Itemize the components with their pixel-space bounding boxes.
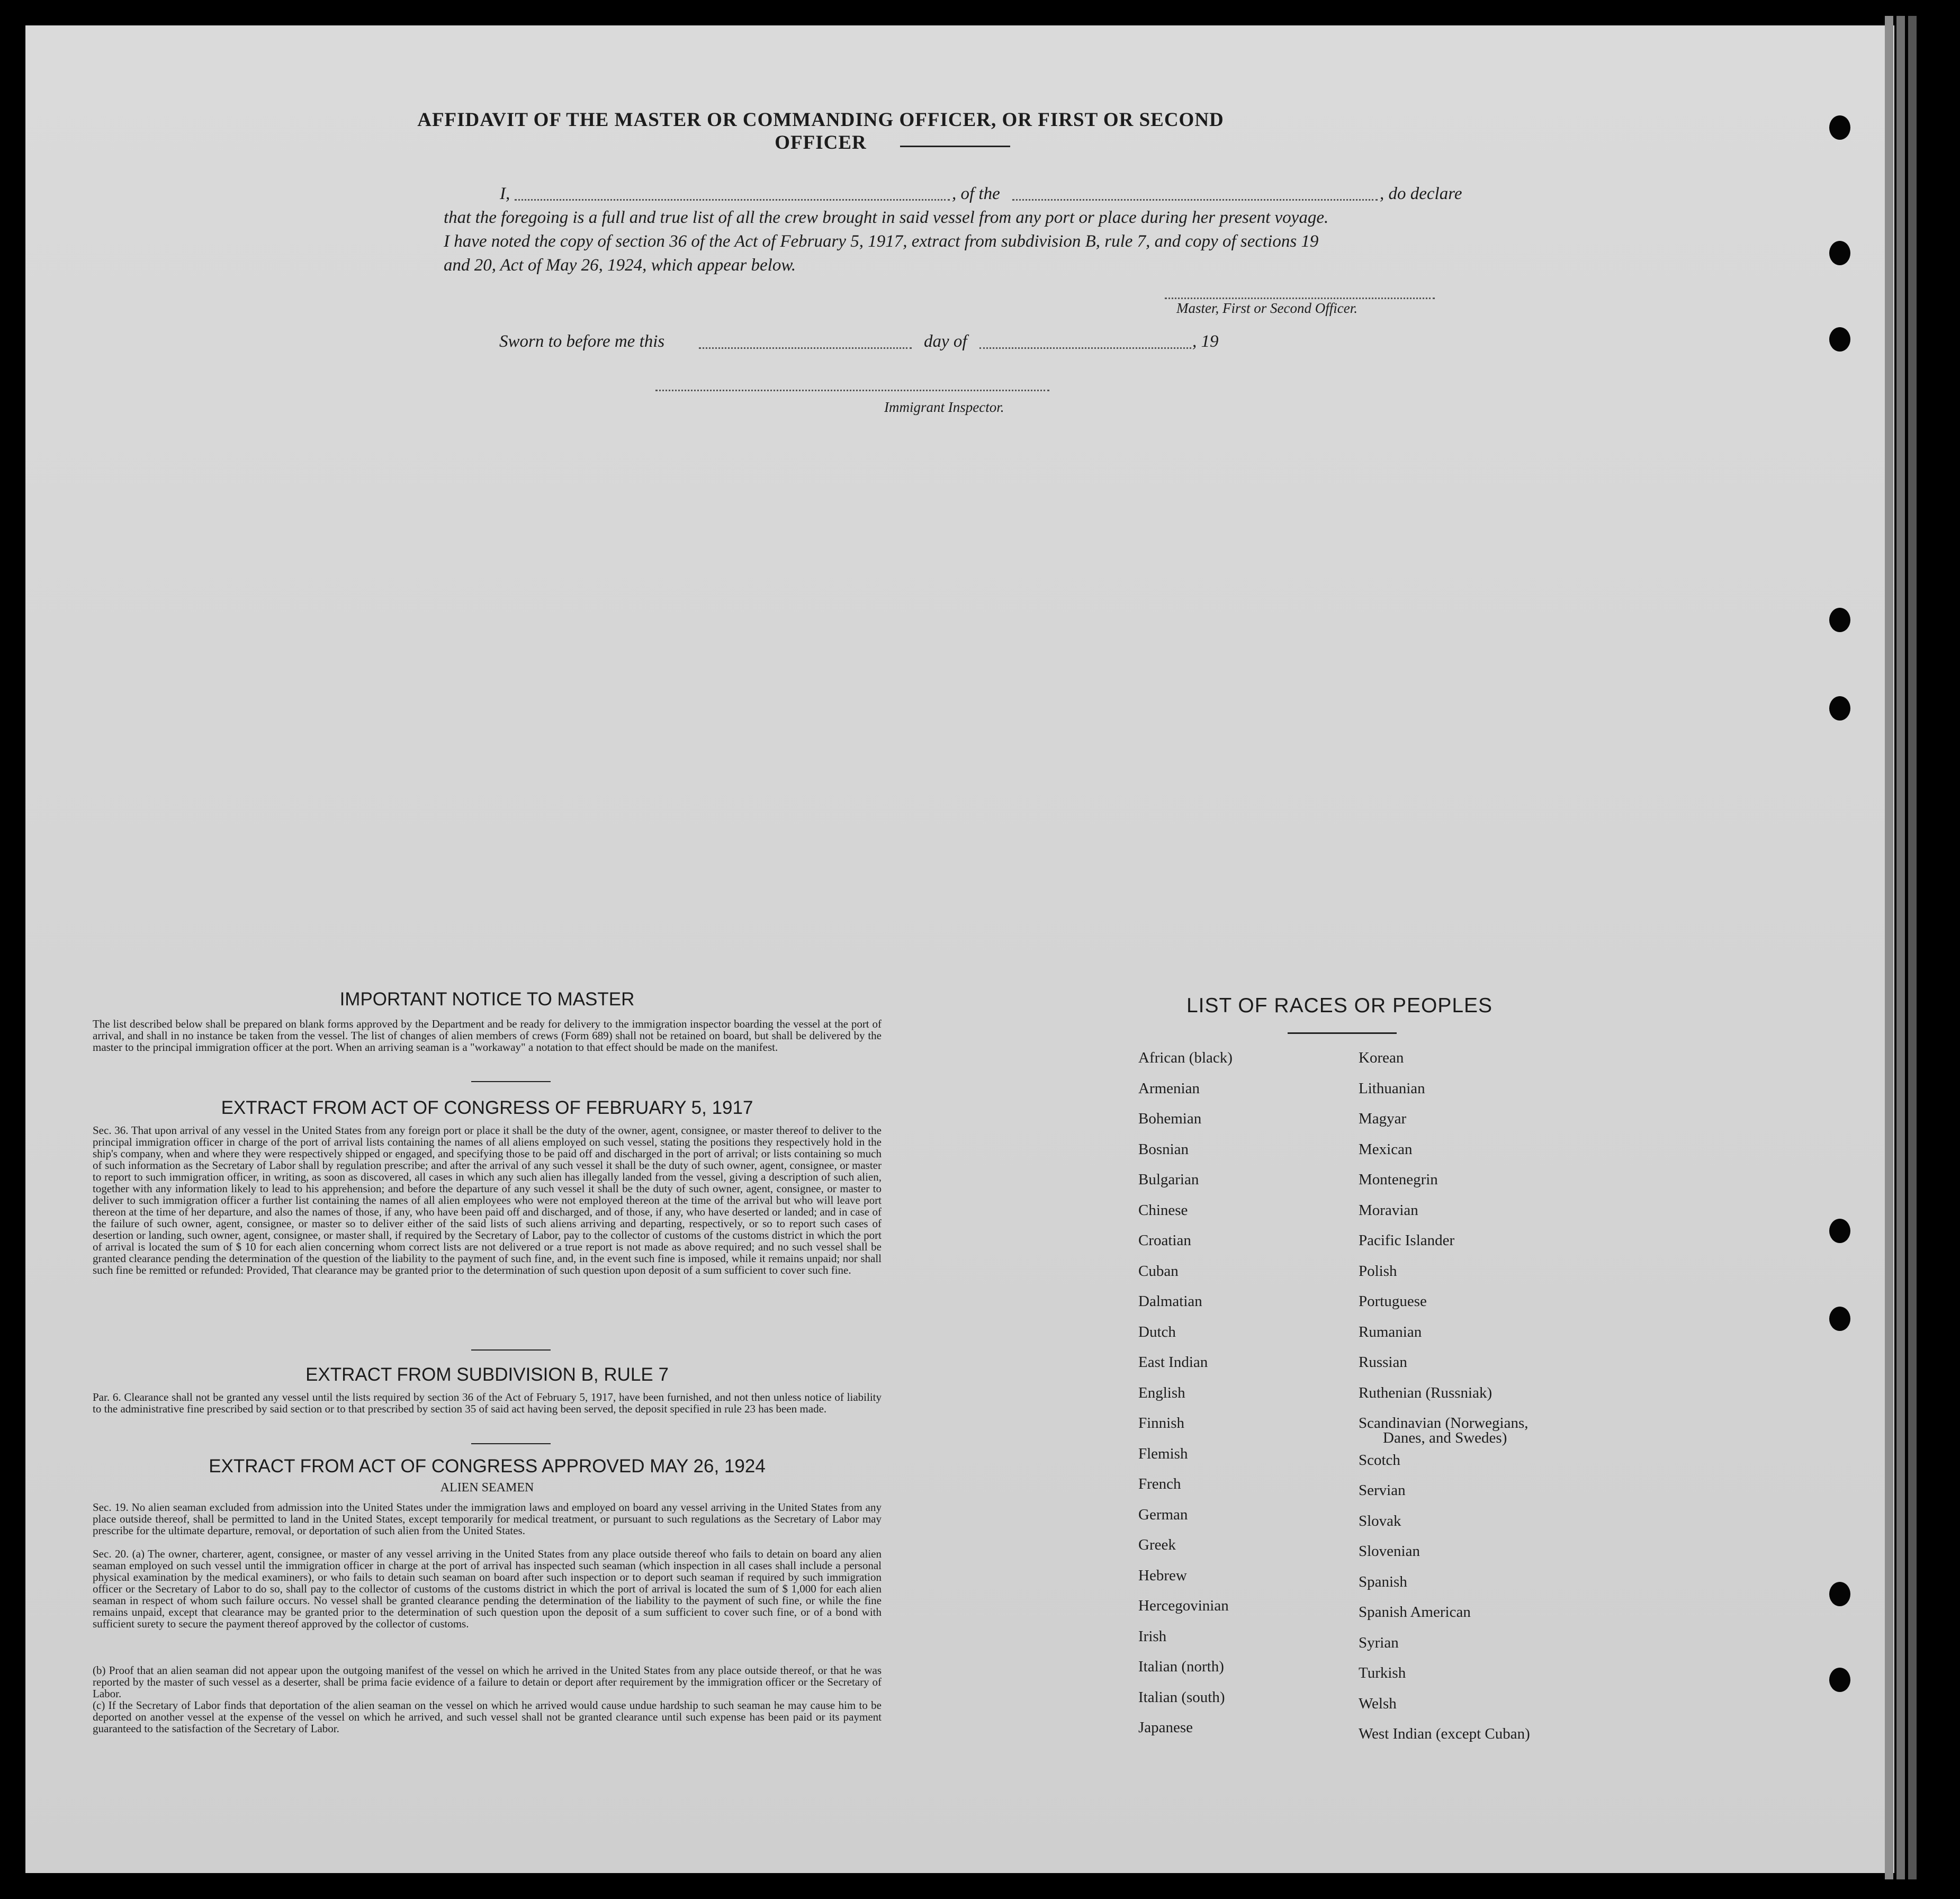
affidavit-title: AFFIDAVIT OF THE MASTER OR COMMANDING OFFICER, OR FIRST OR SECOND OFFICER xyxy=(417,109,1224,154)
race-item: French xyxy=(1138,1475,1181,1492)
race-item: Italian (south) xyxy=(1138,1688,1225,1706)
alien-seamen-subtitle: ALIEN SEAMEN xyxy=(440,1481,534,1495)
race-item: Korean xyxy=(1359,1049,1404,1066)
race-item: English xyxy=(1138,1384,1185,1401)
race-item: Russian xyxy=(1359,1354,1407,1371)
extract-1917-body: Sec. 36. That upon arrival of any vessel in the United States from any foreign port or place it shall be the duty of the owner, agent, consignee, or master thereof to deliver to the principal immigration officer in charge of the port of arrival lists containing the names of all aliens employed on such vessel, stating the positions they respectively hold in the ship's company, when and where they were respectively shipped or engaged, and specifying those to be paid off and discharged in the port of arrival; or lists containing so much of such information as the Secretary of Labor shall by regulation prescribe; and after the arrival of any such vessel it shall be the duty of such owner, agent, consignee, or master to report to such immigration officer, in writing, as soon as discovered, all cases in which any such alien has illegally landed from the vessel, giving a description of such alien, together with any information likely to lead to his apprehension; and before the departure of any such vessel it shall be the duty of such owner, agent, consignee, or master to deliver to such immigration officer a further list containing the names of all alien employees who were not employed thereon at the time of the arrival but who will leave port thereon at the time of her departure, and also the names of those, if any, who have been paid off and discharged, and of those, if any, who have deserted or landed; and in case of the failure of such owner, agent, consignee, or master so to deliver either of the said lists of such aliens arriving and departing, respectively, or so to report such cases of desertion or landing, such owner, agent, consignee, or master shall, if required by the Secretary of Labor, pay to the collector of customs of the customs district in which the port of arrival is located the sum of $ 10 for each alien concerning whom correct lists are not delivered or a true report is not made as above required; and no such vessel shall be granted clearance pending the determination of the question of the liability to the payment of such fine, and, in the event such fine is imposed, while it remains unpaid; nor shall such fine be remitted or refunded: Provided, That clearance may be granted prior to the determination of such question upon deposit of a sum sufficient to cover such fine. xyxy=(93,1124,882,1276)
race-item: Italian (north) xyxy=(1138,1658,1224,1675)
race-item-continuation: Danes, and Swedes) xyxy=(1383,1429,1507,1446)
subdivision-body: Par. 6. Clearance shall not be granted any vessel until the lists required by section 36 of the Act of February 5, 1917, have been furnished, and not then unless notice of liability to the administrative fine prescribed by said section or to that prescribed by section 35 of said act having been served, the deposit specified in rule 23 has been made. xyxy=(93,1391,882,1415)
race-item: Scotch xyxy=(1359,1451,1400,1469)
notice-title: IMPORTANT NOTICE TO MASTER xyxy=(339,989,635,1010)
race-item: Irish xyxy=(1138,1627,1167,1645)
affidavit-of-the: , of the xyxy=(952,184,1000,203)
race-item: Flemish xyxy=(1138,1445,1188,1462)
affidavit-line-4: and 20, Act of May 26, 1924, which appear below. xyxy=(444,256,796,275)
page-edge xyxy=(1908,16,1917,1879)
race-item: Cuban xyxy=(1138,1262,1179,1280)
races-title: LIST OF RACES OR PEOPLES xyxy=(1186,994,1493,1017)
vessel-blank[interactable] xyxy=(1012,199,1378,201)
race-item: East Indian xyxy=(1138,1354,1208,1371)
race-item: Pacific Islander xyxy=(1359,1232,1455,1249)
race-item: Rumanian xyxy=(1359,1323,1422,1340)
race-item: Magyar xyxy=(1359,1110,1407,1127)
signature-label: Master, First or Second Officer. xyxy=(1176,300,1357,316)
punch-hole xyxy=(1829,696,1850,721)
race-item: German xyxy=(1138,1506,1188,1523)
name-blank[interactable] xyxy=(515,199,950,201)
race-item: Moravian xyxy=(1359,1201,1418,1219)
race-item: Japanese xyxy=(1138,1719,1193,1736)
day-of-text: day of xyxy=(924,332,967,351)
race-item: Portuguese xyxy=(1359,1293,1427,1310)
page-edge xyxy=(1885,16,1893,1879)
punch-hole xyxy=(1829,327,1850,352)
page-edge xyxy=(1896,16,1905,1879)
sec-20c-body: (c) If the Secretary of Labor finds that deportation of the alien seaman on the vessel on which he arrived would cause undue hardship to such seaman he may cause him to be deported on another vessel at the expense of the vessel on which he arrived, and such vessel shall not be granted clearance until such expense has been paid or its payment guaranteed to the satisfaction of the Secretary of Labor. xyxy=(93,1699,882,1735)
divider xyxy=(471,1443,551,1444)
sec-20a-body: Sec. 20. (a) The owner, charterer, agent, consignee, or master of any vessel arriving in the United States from any place outside thereof who fails to detain on board any alien seaman employed on such vessel until the immigration officer in charge at the port of arrival has inspected such seaman (which inspection in all cases shall include a personal physical examination by the medical examiners), or who fails to detain such seaman on board after such inspection or to deport such seaman if required by such immigration officer or the Secretary of Labor to do so, shall pay to the collector of customs of the customs district in which the port of arrival is located the sum of $ 1,000 for each alien seaman in respect of whom such failure occurs. No vessel shall be granted clearance pending the determination of the liability to the payment of such fine, or while the fine remains unpaid, except that clearance may be granted prior to the determination of such question upon the deposit of a sum sufficient to cover such fine, or of a bond with sufficient surety to secure the payment thereof approved by the collector of customs. xyxy=(93,1547,882,1630)
race-item: Bulgarian xyxy=(1138,1171,1199,1188)
sworn-month-blank[interactable] xyxy=(979,347,1191,349)
inspector-blank[interactable] xyxy=(655,390,1049,391)
signature-blank[interactable] xyxy=(1165,298,1435,299)
punch-hole xyxy=(1829,1668,1850,1692)
race-item: Hercegovinian xyxy=(1138,1597,1229,1614)
race-item: Finnish xyxy=(1138,1415,1185,1432)
race-item: Spanish American xyxy=(1359,1604,1471,1621)
race-item: Lithuanian xyxy=(1359,1079,1425,1097)
race-item: Turkish xyxy=(1359,1664,1406,1681)
race-item: Dutch xyxy=(1138,1323,1176,1340)
race-item: Welsh xyxy=(1359,1695,1397,1712)
punch-hole xyxy=(1829,115,1850,140)
race-item: Bosnian xyxy=(1138,1140,1189,1158)
punch-hole xyxy=(1829,241,1850,265)
divider xyxy=(471,1349,551,1351)
sec-20b-body: (b) Proof that an alien seaman did not appear upon the outgoing manifest of the vessel on which he arrived in the United States from any place outside thereof, or that he was reported by the master of such vessel as a deserter, shall be prima facie evidence of a failure to detain or deport after requirement by the immigration officer or the Secretary of Labor. xyxy=(93,1664,882,1700)
race-item: Spanish xyxy=(1359,1573,1407,1590)
race-item: Croatian xyxy=(1138,1232,1191,1249)
punch-hole xyxy=(1829,1307,1850,1331)
race-item: West Indian (except Cuban) xyxy=(1359,1725,1530,1742)
race-item: Ruthenian (Russniak) xyxy=(1359,1384,1493,1401)
punch-hole xyxy=(1829,1582,1850,1606)
race-item: Scandinavian (Norwegians, xyxy=(1359,1415,1529,1432)
race-item: Greek xyxy=(1138,1536,1176,1553)
race-item: Armenian xyxy=(1138,1079,1200,1097)
punch-hole xyxy=(1829,1219,1850,1243)
race-item: Hebrew xyxy=(1138,1567,1187,1584)
race-item: Syrian xyxy=(1359,1634,1399,1651)
race-item: Montenegrin xyxy=(1359,1171,1438,1188)
subdivision-title: EXTRACT FROM SUBDIVISION B, RULE 7 xyxy=(305,1364,669,1385)
race-item: Mexican xyxy=(1359,1140,1413,1158)
extract-1924-title: EXTRACT FROM ACT OF CONGRESS APPROVED MAY 26, 1924 xyxy=(209,1456,766,1477)
race-item: Dalmatian xyxy=(1138,1293,1202,1310)
race-item: Servian xyxy=(1359,1482,1406,1499)
race-item: Polish xyxy=(1359,1262,1397,1280)
affidavit-line-3: I have noted the copy of section 36 of the Act of February 5, 1917, extract from subdivision B, rule 7, and copy of sections 19 xyxy=(444,232,1319,251)
sworn-text: Sworn to before me this xyxy=(499,332,665,351)
inspector-label: Immigrant Inspector. xyxy=(884,399,1004,415)
race-item: Slovenian xyxy=(1359,1543,1420,1560)
sworn-day-blank[interactable] xyxy=(699,347,912,349)
sec-19-body: Sec. 19. No alien seaman excluded from admission into the United States under the immigration laws and employed on board any vessel arriving in the United States from any place outside thereof, shall be permitted to land in the United States, except temporarily for medical treatment, or pursuant to such regulations as the Secretary of Labor may prescribe for the ultimate departure, removal, or deportation of such alien from the United States. xyxy=(93,1501,882,1537)
race-item: Slovak xyxy=(1359,1512,1401,1529)
extract-1917-title: EXTRACT FROM ACT OF CONGRESS OF FEBRUARY 5, 1917 xyxy=(221,1097,753,1118)
divider xyxy=(900,146,1010,147)
race-item: Chinese xyxy=(1138,1201,1188,1219)
affidavit-do-declare: , do declare xyxy=(1380,184,1462,203)
race-item: African (black) xyxy=(1138,1049,1233,1066)
punch-hole xyxy=(1829,608,1850,632)
notice-body: The list described below shall be prepared on blank forms approved by the Department and be ready for delivery to the immigration inspector boarding the vessel at the port of arrival, and shall in no instance be taken from the vessel. The list of changes of alien members of crews (Form 689) shall not be retained on board, but shall be delivered by the master to the principal immigration officer at the port. When an arriving seaman is a "workaway" a notation to that effect should be made on the manifest. xyxy=(93,1018,882,1054)
divider xyxy=(1288,1032,1397,1034)
year-text: , 19 xyxy=(1192,332,1219,351)
affidavit-line-2: that the foregoing is a full and true list of all the crew brought in said vessel from any port or place during her present voyage. xyxy=(444,208,1329,227)
divider xyxy=(471,1081,551,1082)
affidavit-i: I, xyxy=(500,184,510,203)
race-item: Bohemian xyxy=(1138,1110,1202,1127)
